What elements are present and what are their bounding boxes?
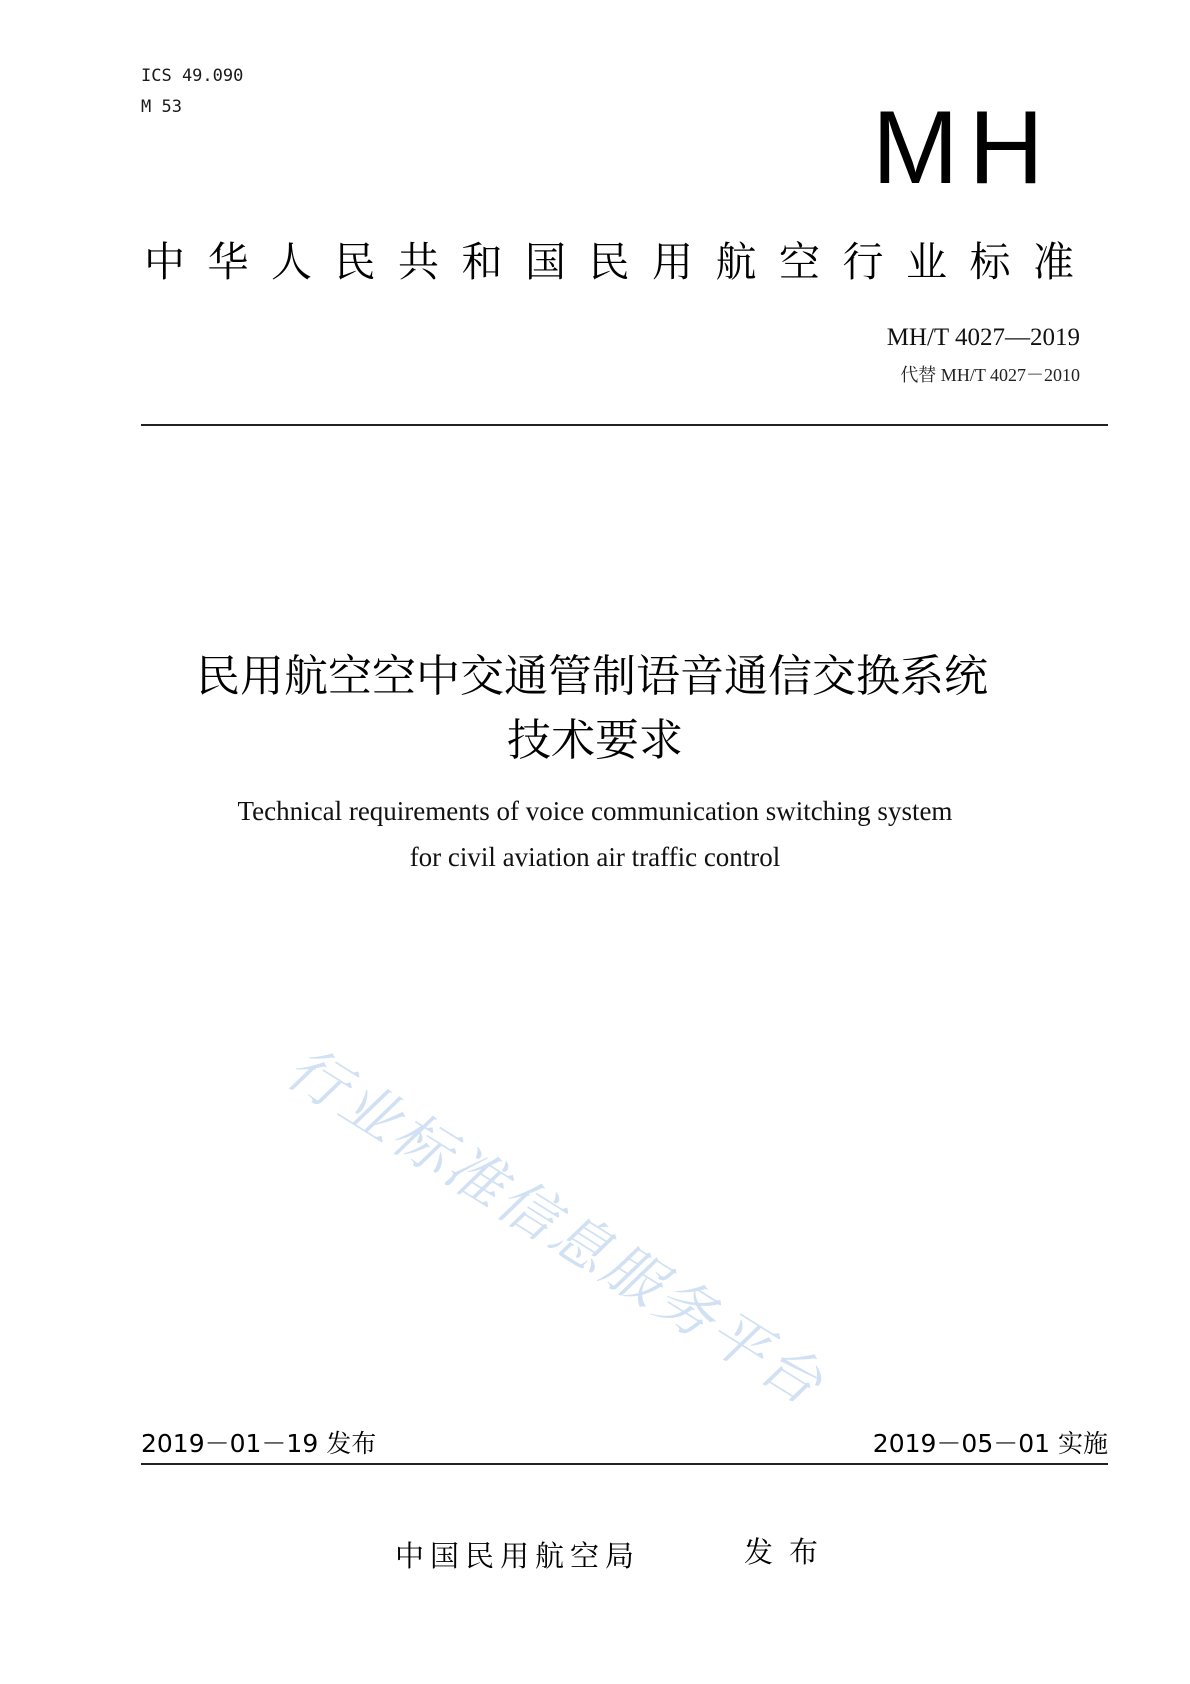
chinese-title bbox=[0, 645, 1190, 773]
publisher-name: 中国民用航空局 bbox=[395, 1539, 641, 1573]
chinese-title-line-1: 民用航空空中交通管制语音通信交换系统 bbox=[196, 651, 988, 702]
english-title bbox=[0, 788, 1190, 880]
english-title-line-1: Technical requirements of voice communication switching system bbox=[237, 796, 953, 826]
top-divider bbox=[141, 424, 1108, 426]
classification-codes bbox=[141, 61, 243, 123]
standard-number: MH/T 4027—2019 bbox=[886, 324, 1080, 351]
standard-category-title: 中华人民共和国民用航空行业标准 bbox=[144, 238, 1097, 286]
bottom-divider bbox=[141, 1463, 1108, 1465]
issue-date: 2019－01－19 发布 bbox=[141, 1429, 377, 1458]
ics-code: ICS 49.090 bbox=[141, 66, 244, 86]
watermark: 行业标准信息服务平台 bbox=[275, 1033, 837, 1420]
publish-label: 发布 bbox=[744, 1535, 835, 1569]
mh-logo: MH bbox=[872, 90, 1054, 206]
implementation-date: 2019－05－01 实施 bbox=[872, 1429, 1108, 1458]
chinese-title-line-2: 技术要求 bbox=[507, 715, 683, 766]
ccs-code: M 53 bbox=[141, 97, 182, 117]
english-title-line-2: for civil aviation air traffic control bbox=[409, 842, 781, 872]
replaces-standard: 代替 MH/T 4027－2010 bbox=[900, 365, 1080, 385]
